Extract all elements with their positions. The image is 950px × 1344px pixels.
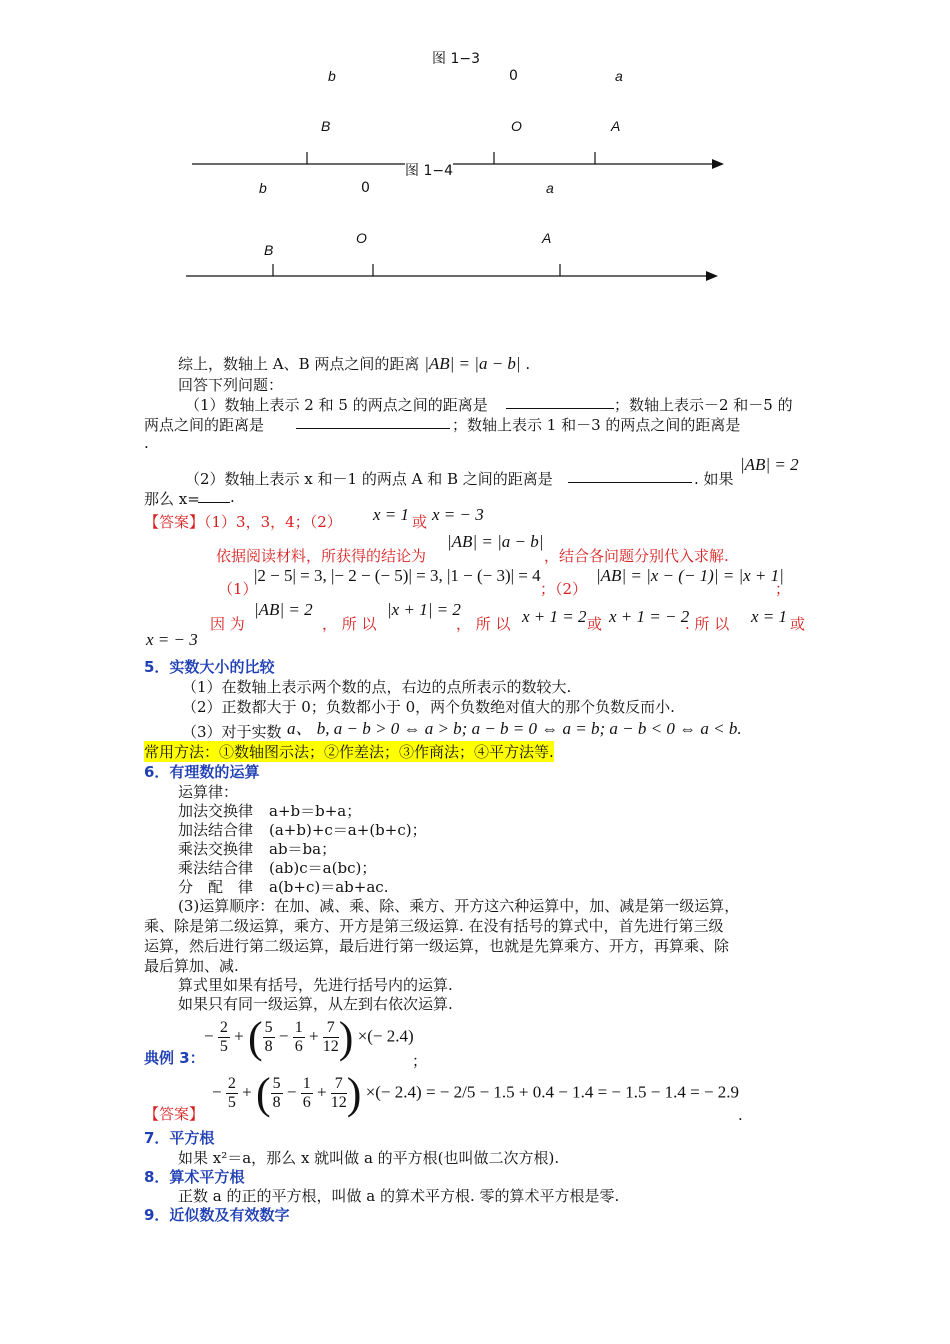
section-5-item-3: （3）对于实数 (182, 723, 282, 741)
law-name: 加法交换律 (178, 802, 254, 820)
point-label-o: O (356, 230, 367, 246)
question-2-a: （2）数轴上表示 x 和－1 的两点 A 和 B 之间的距离是 (185, 470, 553, 488)
number-line-figures (0, 0, 950, 300)
answer-tag: 【答案】 (144, 513, 205, 531)
laws-title: 运算律： (178, 783, 239, 801)
point-label-b: B (264, 242, 274, 258)
explanation-line4-or2: 或 (790, 615, 806, 633)
answer-x-eq-neg3: x = − 3 (432, 505, 484, 524)
question-1-e: . (144, 434, 149, 452)
explanation-line4-d: . 所 以 (685, 615, 730, 633)
explanation-line3-formula: |2 − 5| = 3, |− 2 − (− 5)| = 3, |1 − (− 3)| = 4 (254, 566, 541, 585)
explanation-line4-f3: x + 1 = 2 (522, 607, 587, 626)
law-row (178, 819, 427, 840)
explanation-line3-b: ；（2） (540, 580, 588, 598)
explanation-b: ，结合各问题分别代入求解. (544, 547, 729, 565)
same-level-rule: 如果只有同一级运算，从左到右依次运算. (178, 995, 453, 1013)
explanation-line4-f1: |AB| = 2 (254, 600, 313, 619)
point-label-b: B (321, 118, 331, 134)
law-row (178, 857, 376, 878)
order-line: (3)运算顺序：在加、减、乘、除、乘方、开方这六种运算中，加、减是第一级运算， (178, 897, 740, 915)
summary-text (178, 353, 530, 374)
explanation-line4-b: ， 所 以 (322, 615, 377, 633)
answer-prompt: 回答下列问题： (178, 376, 284, 394)
law-rule: a(b+c)＝ab+ac. (269, 878, 389, 896)
answer-or: 或 (412, 513, 428, 531)
section-5-heading: 5．实数大小的比较 (144, 658, 275, 676)
explanation-line5-formula: x = − 3 (146, 630, 198, 649)
example-3-answer-tag: 【答案】 (144, 1105, 205, 1123)
explanation-line4-f5: x = 1 (751, 607, 788, 626)
law-row (178, 838, 336, 859)
law-name: 乘法结合律 (178, 859, 254, 877)
law-row (178, 876, 388, 897)
point-label-a: A (611, 118, 621, 134)
section-6-heading: 6．有理数的运算 (144, 763, 260, 781)
law-name: 乘法交换律 (178, 840, 254, 858)
explanation-line3-formula2: |AB| = |x − (− 1)| = |x + 1| (596, 566, 784, 585)
number-line-1-4 (186, 264, 718, 281)
order-line: 运算，然后进行第二级运算，最后进行第一级运算，也就是先算乘方、开方，再算乘、除 (144, 937, 730, 955)
law-rule: (a+b)+c＝a+(b+c)； (269, 821, 427, 839)
explanation-a: 依据阅读材料，所获得的结论为 (216, 547, 427, 565)
section-8-text: 正数 a 的正的平方根，叫做 a 的算术平方根. 零的算术平方根是零. (178, 1187, 620, 1205)
answer-blank (198, 488, 230, 503)
question-2-d: . (230, 488, 235, 506)
example-3-period: . (738, 1106, 743, 1124)
answer-line (144, 511, 342, 532)
explanation-line4-or: 或 (587, 615, 603, 633)
question-2-c: 那么 x= (144, 490, 200, 508)
point-label-a: A (542, 230, 552, 246)
question-1-d: ；数轴上表示 1 和－3 的两点之间的距离是 (452, 416, 741, 434)
section-7-text: 如果 x²＝a，那么 x 就叫做 a 的平方根(也叫做二次方根). (178, 1149, 560, 1167)
order-line: 乘、除是第二级运算，乘方、开方是第三级运算. 在没有括号的算式中，首先进行第三级 (144, 917, 724, 935)
axis-label-a: a (546, 180, 554, 196)
comparison-rule: a、 b, a − b > 0 ⇔ a > b; a − b = 0 ⇔ a = b; a − b < 0 ⇔ a < b. (287, 719, 742, 738)
order-line: 最后算加、减. (144, 957, 239, 975)
section-8-heading: 8．算术平方根 (144, 1168, 245, 1186)
explanation-line4-a: 因 为 (210, 615, 245, 633)
explanation-formula: |AB| = |a − b| (447, 532, 544, 551)
question-1-a: （1）数轴上表示 2 和 5 的两点之间的距离是 (185, 396, 488, 414)
summary-sentence: 综上，数轴上 A、B 两点之间的距离 (178, 355, 420, 373)
ab-equals-2: |AB| = 2 (740, 455, 799, 474)
common-methods-highlight: 常用方法：①数轴图示法；②作差法；③作商法；④平方法等. (144, 743, 554, 761)
axis-label-zero: 0 (509, 68, 518, 84)
section-9-heading: 9．近似数及有效数字 (144, 1206, 290, 1224)
explanation-line4-f2: |x + 1| = 2 (387, 600, 461, 619)
axis-label-a: a (615, 68, 623, 84)
figure-caption: 图 1−4 (405, 160, 453, 180)
axis-label-b: b (259, 180, 267, 196)
question-2-b: . 如果 (694, 470, 734, 488)
answer-blank (506, 394, 614, 409)
summary-period: . (525, 355, 531, 373)
answer-blank (296, 414, 450, 429)
distance-formula: |AB| = |a − b| (424, 354, 521, 373)
section-5-item: （2）正数都大于 0；负数都小于 0，两个负数绝对值大的那个负数反而小. (182, 698, 675, 716)
answer-x-eq-1: x = 1 (373, 505, 410, 524)
answer-blank (568, 468, 692, 483)
law-name: 分 配 律 (178, 878, 254, 896)
paren-rule: 算式里如果有括号，先进行括号内的运算. (178, 976, 453, 994)
explanation-line4-c: ， 所 以 (456, 615, 511, 633)
explanation-line3-a: （1） (218, 580, 258, 598)
answer-text: （1）3，3，4；（2） (204, 513, 342, 531)
section-7-heading: 7．平方根 (144, 1129, 215, 1147)
law-rule: a+b＝b+a； (269, 802, 362, 820)
point-label-o: O (511, 118, 522, 134)
law-name: 加法结合律 (178, 821, 254, 839)
explanation-line4-f4: x + 1 = − 2 (609, 607, 690, 626)
figure-caption: 图 1−3 (432, 51, 480, 67)
axis-label-zero: 0 (361, 180, 370, 196)
example-3-semicolon: ； (412, 1052, 428, 1070)
explanation-line3-c: ； (775, 580, 791, 598)
law-rule: ab＝ba； (269, 840, 337, 858)
section-5-item: （1）在数轴上表示两个数的点，右边的点所表示的数较大. (182, 678, 572, 696)
example-3-label: 典例 3： (144, 1049, 205, 1067)
example-3-expression: − $\frac{2}{5}$ + ( $\frac{5}{8}$ − $\frac{1}{6}$ + $\frac{7}{12}$ ) ×(− 2.4) (204, 1013, 414, 1062)
law-row (178, 800, 361, 821)
example-3-result: = − 2/5 − 1.5 + 0.4 − 1.4 = − 1.5 − 1.4 = − 2.9 (425, 1082, 740, 1102)
law-rule: (ab)c＝a(bc)； (269, 859, 377, 877)
number-line-1-3 (192, 152, 724, 169)
example-3-answer-expression: − $\frac{2}{5}$ + ( $\frac{5}{8}$ − $\frac{1}{6}$ + $\frac{7}{12}$ ) ×(− 2.4) = − 2/5 − 1.5 + 0.4 − 1.4 = − 1.5 − 1.4 = − 2.9 (212, 1069, 740, 1118)
question-1-c: 两点之间的距离是 (144, 416, 265, 434)
axis-label-b: b (328, 68, 336, 84)
question-1-b: ；数轴上表示－2 和－5 的 (614, 396, 793, 414)
